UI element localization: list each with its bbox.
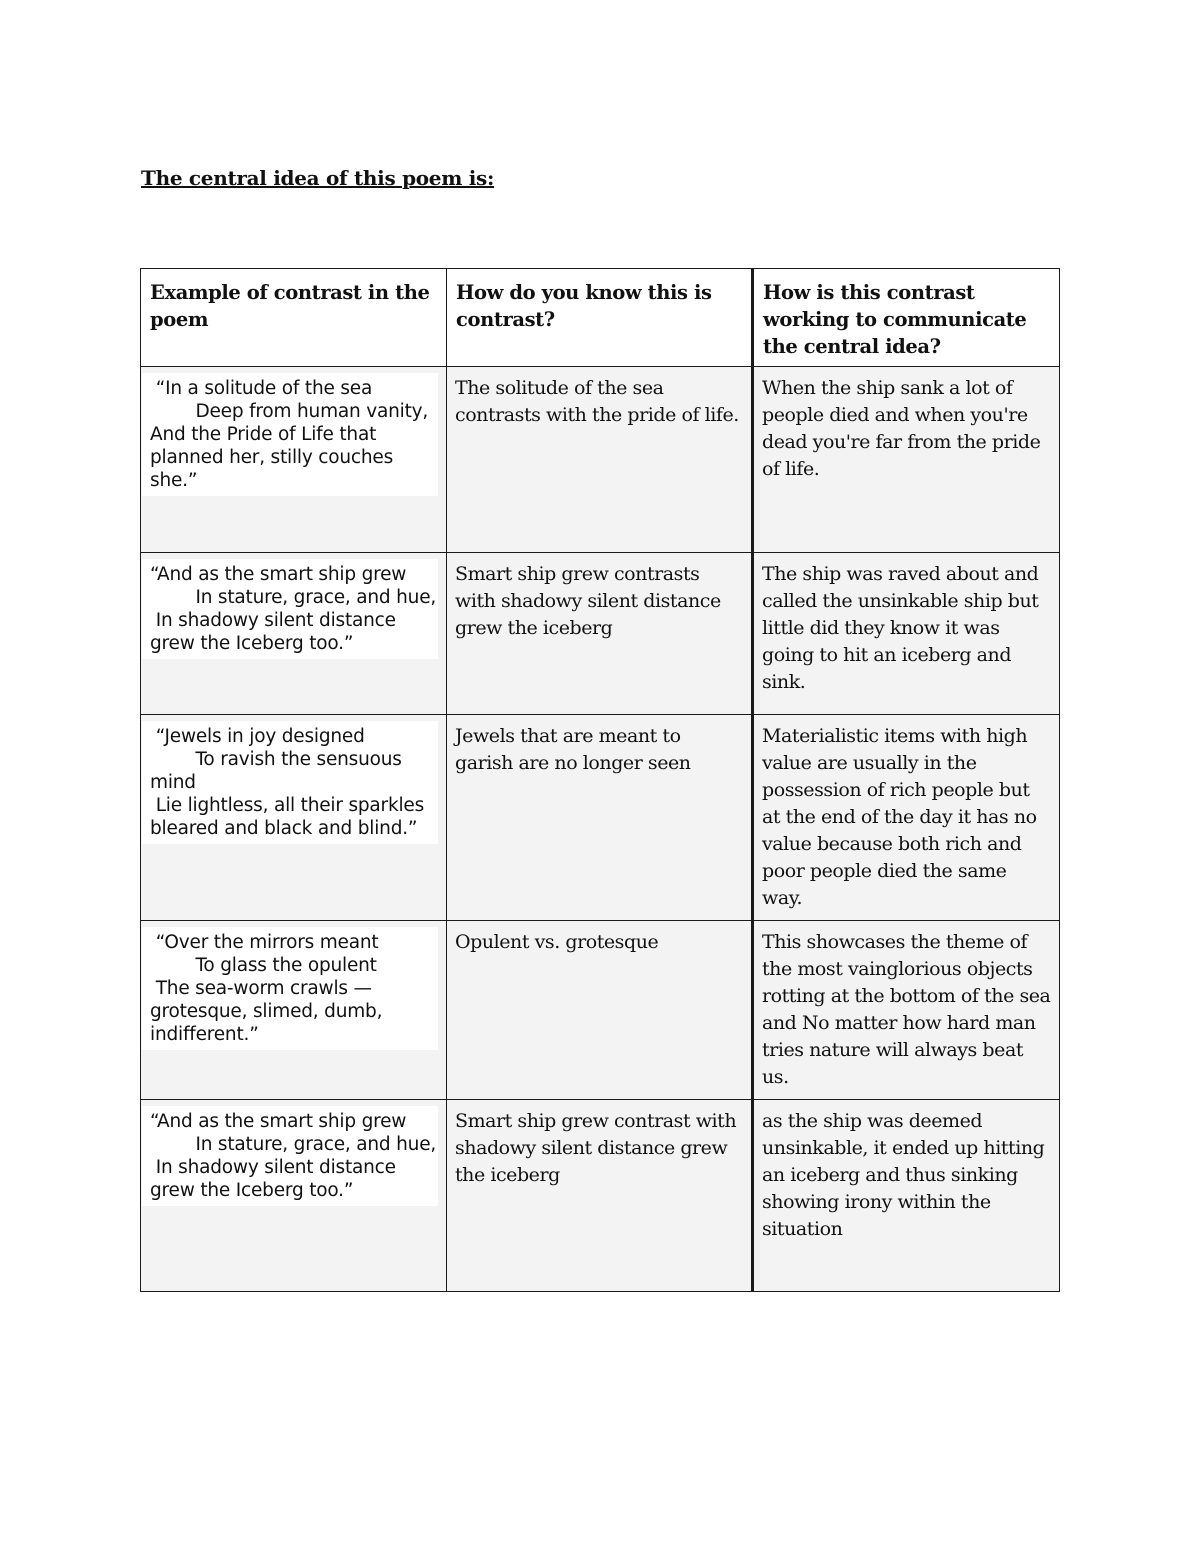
quote-cell bbox=[141, 553, 447, 715]
contrast-table bbox=[140, 268, 1060, 1292]
quote-cell bbox=[141, 1100, 447, 1292]
how-know-cell: The solitude of the sea contrasts with the pride of life. bbox=[447, 367, 753, 553]
how-know-cell: Opulent vs. grotesque bbox=[447, 921, 753, 1100]
how-working-cell: This showcases the theme of the most vainglorious objects rotting at the bottom of the sea and No matter how hard man tries nature will always beat us. bbox=[753, 921, 1060, 1100]
how-working-cell: When the ship sank a lot of people died and when you're dead you're far from the pride of life. bbox=[753, 367, 1060, 553]
page-title: The central idea of this poem is: bbox=[141, 166, 495, 190]
table-row bbox=[141, 921, 1060, 1100]
quote-cell bbox=[141, 715, 447, 921]
column-header-how-know: How do you know this is contrast? bbox=[447, 269, 753, 367]
quote-cell bbox=[141, 921, 447, 1100]
table-row bbox=[141, 1100, 1060, 1292]
how-working-cell: The ship was raved about and called the unsinkable ship but little did they know it was going to hit an iceberg and sink. bbox=[753, 553, 1060, 715]
table-row bbox=[141, 553, 1060, 715]
how-working-cell: as the ship was deemed unsinkable, it ended up hitting an iceberg and thus sinking showing irony within the situation bbox=[753, 1100, 1060, 1292]
how-working-cell: Materialistic items with high value are usually in the possession of rich people but at the end of the day it has no value because both rich and poor people died the same way. bbox=[753, 715, 1060, 921]
table-row bbox=[141, 367, 1060, 553]
quote-cell bbox=[141, 367, 447, 553]
poem-quote: “Over the mirrors meant To glass the opulent The sea-worm crawls — grotesque, slimed, dumb, indifferent.” bbox=[142, 927, 438, 1050]
how-know-cell: Smart ship grew contrast with shadowy silent distance grew the iceberg bbox=[447, 1100, 753, 1292]
column-header-how-working: How is this contrast working to communicate the central idea? bbox=[753, 269, 1060, 367]
table-row bbox=[141, 715, 1060, 921]
how-know-cell: Smart ship grew contrasts with shadowy silent distance grew the iceberg bbox=[447, 553, 753, 715]
how-know-cell: Jewels that are meant to garish are no longer seen bbox=[447, 715, 753, 921]
poem-quote: “Jewels in joy designed To ravish the sensuous mind Lie lightless, all their sparkles bleared and black and blind.” bbox=[142, 721, 438, 844]
poem-quote: “In a solitude of the sea Deep from human vanity, And the Pride of Life that planned her, stilly couches she.” bbox=[142, 373, 438, 496]
poem-quote: “And as the smart ship grew In stature, grace, and hue, In shadowy silent distance grew the Iceberg too.” bbox=[142, 559, 438, 659]
poem-quote: “And as the smart ship grew In stature, grace, and hue, In shadowy silent distance grew the Iceberg too.” bbox=[142, 1106, 438, 1206]
table-header-row bbox=[141, 269, 1060, 367]
column-header-example: Example of contrast in the poem bbox=[141, 269, 447, 367]
